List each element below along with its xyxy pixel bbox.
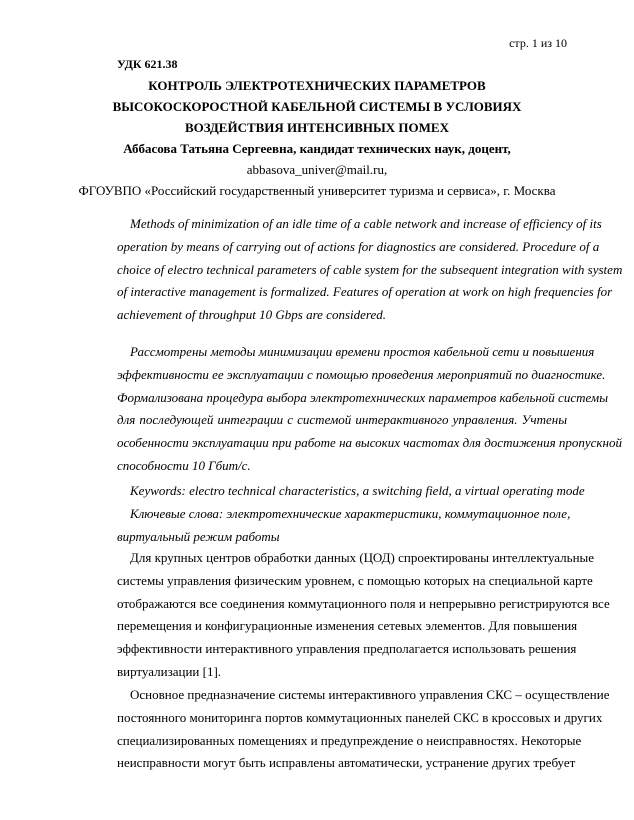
page-counter: стр. 1 из 10 — [509, 36, 567, 50]
abstract-ru — [117, 341, 622, 478]
body-line: неисправности могут быть исправлены автоматически, устранение других требует — [117, 755, 576, 771]
title-line-1: КОНТРОЛЬ ЭЛЕКТРОТЕХНИЧЕСКИХ ПАРАМЕТРОВ — [148, 78, 486, 93]
abstract-en-line: choice of electro technical parameters of cable system for the subsequent integration with system — [117, 261, 623, 277]
abstract-en-line: operation by means of carrying out of actions for diagnostics are considered. Procedure of a — [117, 238, 600, 254]
abstract-ru-line: эффективности ее эксплуатации с помощью проведения мероприятий по диагностике. — [117, 366, 606, 382]
abstract-ru-line: Формализована процедура выбора электротехнических параметров кабельной системы — [117, 389, 609, 405]
body-paragraph-1 — [117, 547, 610, 684]
abstract-en-line: Methods of minimization of an idle time of a cable network and increase of efficiency of its — [130, 216, 602, 231]
title-line-2: ВЫСОКОСКОРОСТНОЙ КАБЕЛЬНОЙ СИСТЕМЫ В УСЛОВИЯХ — [112, 99, 522, 114]
affiliation: ФГОУВПО «Российский государственный университет туризма и сервиса», г. Москва — [78, 183, 556, 198]
body-line: перемещения и конфигурационные изменения сетевых элементов. Для повышения — [117, 618, 578, 634]
keywords-ru-line: виртуальный режим работы — [117, 528, 280, 544]
abstract-en-line: achievement of throughput 10 Gbps are considered. — [117, 307, 386, 323]
abstract-ru-line: Рассмотрены методы минимизации времени простоя кабельной сети и повышения — [130, 344, 595, 359]
abstract-en — [117, 213, 623, 327]
body-line: Для крупных центров обработки данных (ЦОД) спроектированы интеллектуальные — [130, 550, 595, 565]
body-paragraph-2 — [117, 684, 610, 775]
body-line: специализированных помещениях и предупреждение о неисправностях. Некоторые — [117, 732, 582, 748]
keywords-en: Keywords: electro technical characteristics, a switching field, a virtual operating mode — [130, 483, 585, 498]
abstract-ru-line: особенности эксплуатации при работе на высоких частотах для достижения пропускной — [117, 435, 622, 451]
abstract-ru-line: способности 10 Гбит/с. — [117, 457, 251, 473]
body-line: отображаются все соединения коммутационного поля и непрерывно регистрируются все — [117, 595, 610, 611]
body-line: Основное предназначение системы интерактивного управления СКС – осуществление — [130, 687, 610, 702]
abstract-ru-line: для последующей интеграции с системой интерактивного управления. Учтены — [117, 412, 567, 428]
title-line-3: ВОЗДЕЙСТВИЯ ИНТЕНСИВНЫХ ПОМЕХ — [185, 120, 449, 135]
author-email[interactable]: abbasova_univer@mail.ru, — [246, 162, 388, 177]
body-line: постоянного мониторинга портов коммутационных панелей СКС в кроссовых и других — [117, 709, 603, 725]
body-line: эффективности интерактивного управления предполагается использовать решения — [117, 641, 577, 657]
keywords — [117, 480, 585, 548]
body-line: виртуализации [1]. — [117, 663, 222, 679]
abstract-en-line: of interactive management is formalized. Features of operation at work on high frequencies for — [117, 284, 613, 300]
author-line: Аббасова Татьяна Сергеевна, кандидат технических наук, доцент, — [123, 141, 511, 156]
body-line: системы управления физическим уровнем, с помощью которых на специальной карте — [117, 572, 593, 588]
udc-code: УДК 621.38 — [117, 57, 178, 71]
keywords-ru-line: Ключевые слова: электротехнические характеристики, коммутационное поле, — [130, 505, 571, 521]
